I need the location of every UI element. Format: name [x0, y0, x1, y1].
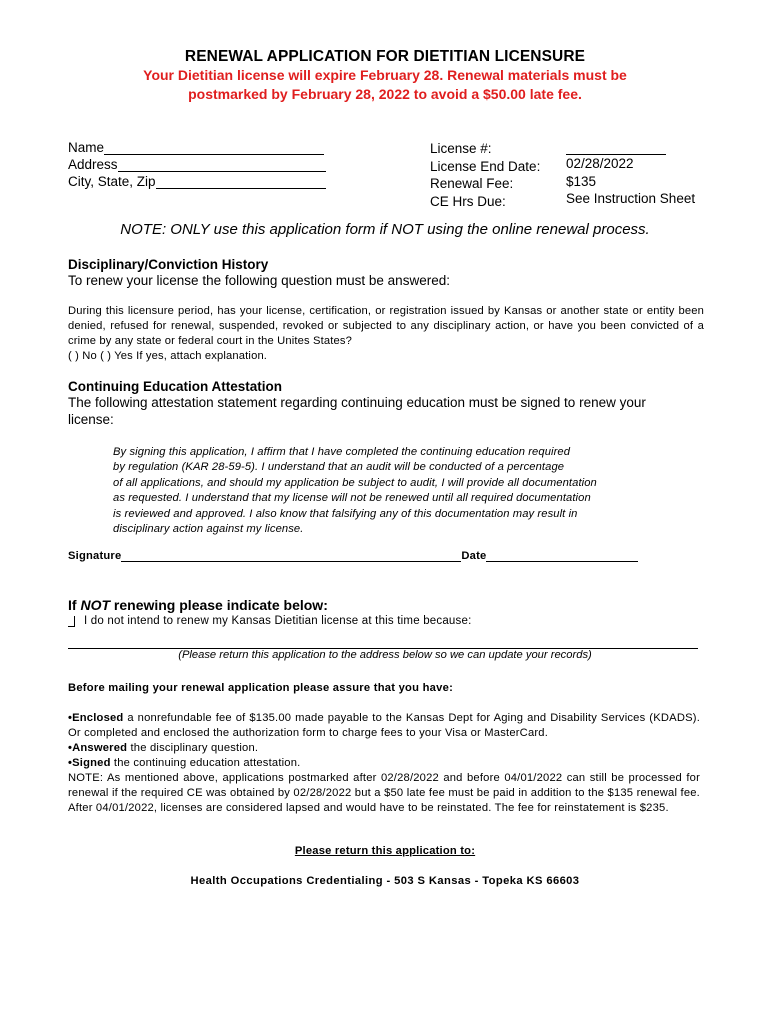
return-records-note: (Please return this application to the address below so we can update your records) — [178, 649, 592, 661]
attestation-line: disciplinary action against my license. — [113, 523, 304, 536]
renewal-fee-label: Renewal Fee: — [430, 176, 514, 191]
license-info-values — [566, 140, 695, 208]
not-renewing-heading — [68, 597, 328, 613]
checklist-item-enclosed-text: a nonrefundable fee of $135.00 made payable to the Kansas Dept for Aging and Disability Services (KDADS). Or completed and enclosed the authorization form to charge fees to your Visa or MasterCard. — [68, 712, 700, 739]
expiry-warning-line-1: Your Dietitian license will expire February 28. Renewal materials must be — [143, 67, 627, 83]
license-number-label: License #: — [430, 141, 492, 156]
signature-line[interactable] — [121, 549, 461, 562]
not-renewing-heading-prefix: If — [68, 597, 81, 613]
license-info-labels — [430, 140, 540, 210]
license-end-date-value: 02/28/2022 — [566, 156, 634, 171]
disciplinary-question: During this licensure period, has your license, certification, or registration issued by Kansas or another state or entity been denied, refused for renewal, suspended, revoked or subjected to any disciplinary action, or have you been convicted of a crime by any state or federal court in the Unites States? — [68, 305, 704, 347]
date-label: Date — [461, 550, 487, 562]
address-input-line[interactable] — [118, 157, 326, 172]
not-renewing-checkbox[interactable] — [68, 616, 75, 627]
city-state-zip-input-line[interactable] — [156, 174, 326, 189]
ce-attestation-heading: Continuing Education Attestation — [68, 379, 282, 394]
document-title: RENEWAL APPLICATION FOR DIETITIAN LICENSURE — [184, 48, 586, 65]
license-end-date-label: License End Date: — [430, 158, 541, 174]
checklist-heading: Before mailing your renewal application please assure that you have: — [68, 682, 454, 694]
ce-hours-value: See Instruction Sheet — [566, 191, 696, 206]
return-address: Health Occupations Credentialing - 503 S Kansas - Topeka KS 66603 — [190, 875, 580, 887]
late-fee-note: NOTE: As mentioned above, applications postmarked after 02/28/2022 and before 04/01/2022 can still be processed for renewal if the required CE was obtained by 02/28/2022 but a $50 late fee must be paid in addition to the $135 renewal fee. After 04/01/2022, licenses are considered lapsed and would have to be reinstated. The fee for reinstatement is $235. — [68, 772, 700, 814]
checklist-item-answered-bold: •Answered — [68, 742, 128, 754]
checklist-item-answered — [68, 741, 700, 756]
ce-attestation-intro-1: The following attestation statement regarding continuing education must be signed to renew your — [68, 395, 646, 410]
checklist — [68, 711, 700, 816]
checklist-item-answered-text: the disciplinary question. — [127, 742, 259, 754]
attestation-line: as requested. I understand that my license will not be renewed until all required documentation — [113, 492, 591, 505]
disciplinary-heading: Disciplinary/Conviction History — [68, 257, 269, 272]
not-renewing-checkbox-label: I do not intend to renew my Kansas Dietitian license at this time because: — [84, 615, 472, 627]
city-state-zip-label: City, State, Zip — [68, 174, 156, 189]
date-line[interactable] — [486, 549, 638, 562]
not-renewing-option[interactable] — [68, 615, 471, 627]
city-state-zip-field[interactable] — [68, 174, 326, 189]
renewal-fee-value: $135 — [566, 173, 597, 189]
checklist-item-signed — [68, 756, 700, 771]
attestation-statement — [113, 445, 653, 537]
address-field[interactable] — [68, 157, 326, 172]
signature-label: Signature — [68, 550, 122, 562]
checklist-item-signed-text: the continuing education attestation. — [110, 757, 301, 769]
not-renewing-heading-emphasis: NOT — [80, 597, 111, 613]
disciplinary-intro: To renew your license the following question must be answered: — [68, 273, 450, 288]
online-renewal-note: NOTE: ONLY use this application form if NOT using the online renewal process. — [120, 221, 650, 238]
attestation-line: by regulation (KAR 28-59-5). I understand that an audit will be conducted of a percentage — [113, 461, 565, 474]
signature-row[interactable] — [68, 549, 638, 562]
ce-attestation-intro-2: license: — [68, 412, 114, 427]
checklist-item-enclosed-bold: •Enclosed — [68, 712, 124, 724]
name-input-line[interactable] — [104, 140, 324, 155]
attestation-line: By signing this application, I affirm that I have completed the continuing education required — [113, 446, 571, 458]
name-label: Name — [68, 140, 105, 155]
address-label: Address — [68, 157, 118, 172]
attestation-line: of all applications, and should my application be subject to audit, I will provide all documentation — [113, 476, 597, 489]
license-number-line[interactable] — [566, 140, 666, 155]
checklist-item-enclosed — [68, 711, 700, 741]
ce-hours-label: CE Hrs Due: — [430, 193, 506, 209]
return-address-heading: Please return this application to: — [294, 845, 476, 857]
not-renewing-heading-suffix: renewing please indicate below: — [110, 597, 328, 613]
expiry-warning-line-2: postmarked by February 28, 2022 to avoid a $50.00 late fee. — [188, 86, 582, 102]
disciplinary-answer-options[interactable]: ( ) No ( ) Yes If yes, attach explanation. — [68, 350, 268, 362]
checklist-item-signed-bold: •Signed — [68, 757, 111, 769]
attestation-line: is reviewed and approved. I also know that falsifying any of this documentation may result in — [113, 507, 578, 520]
name-field[interactable] — [68, 140, 324, 155]
